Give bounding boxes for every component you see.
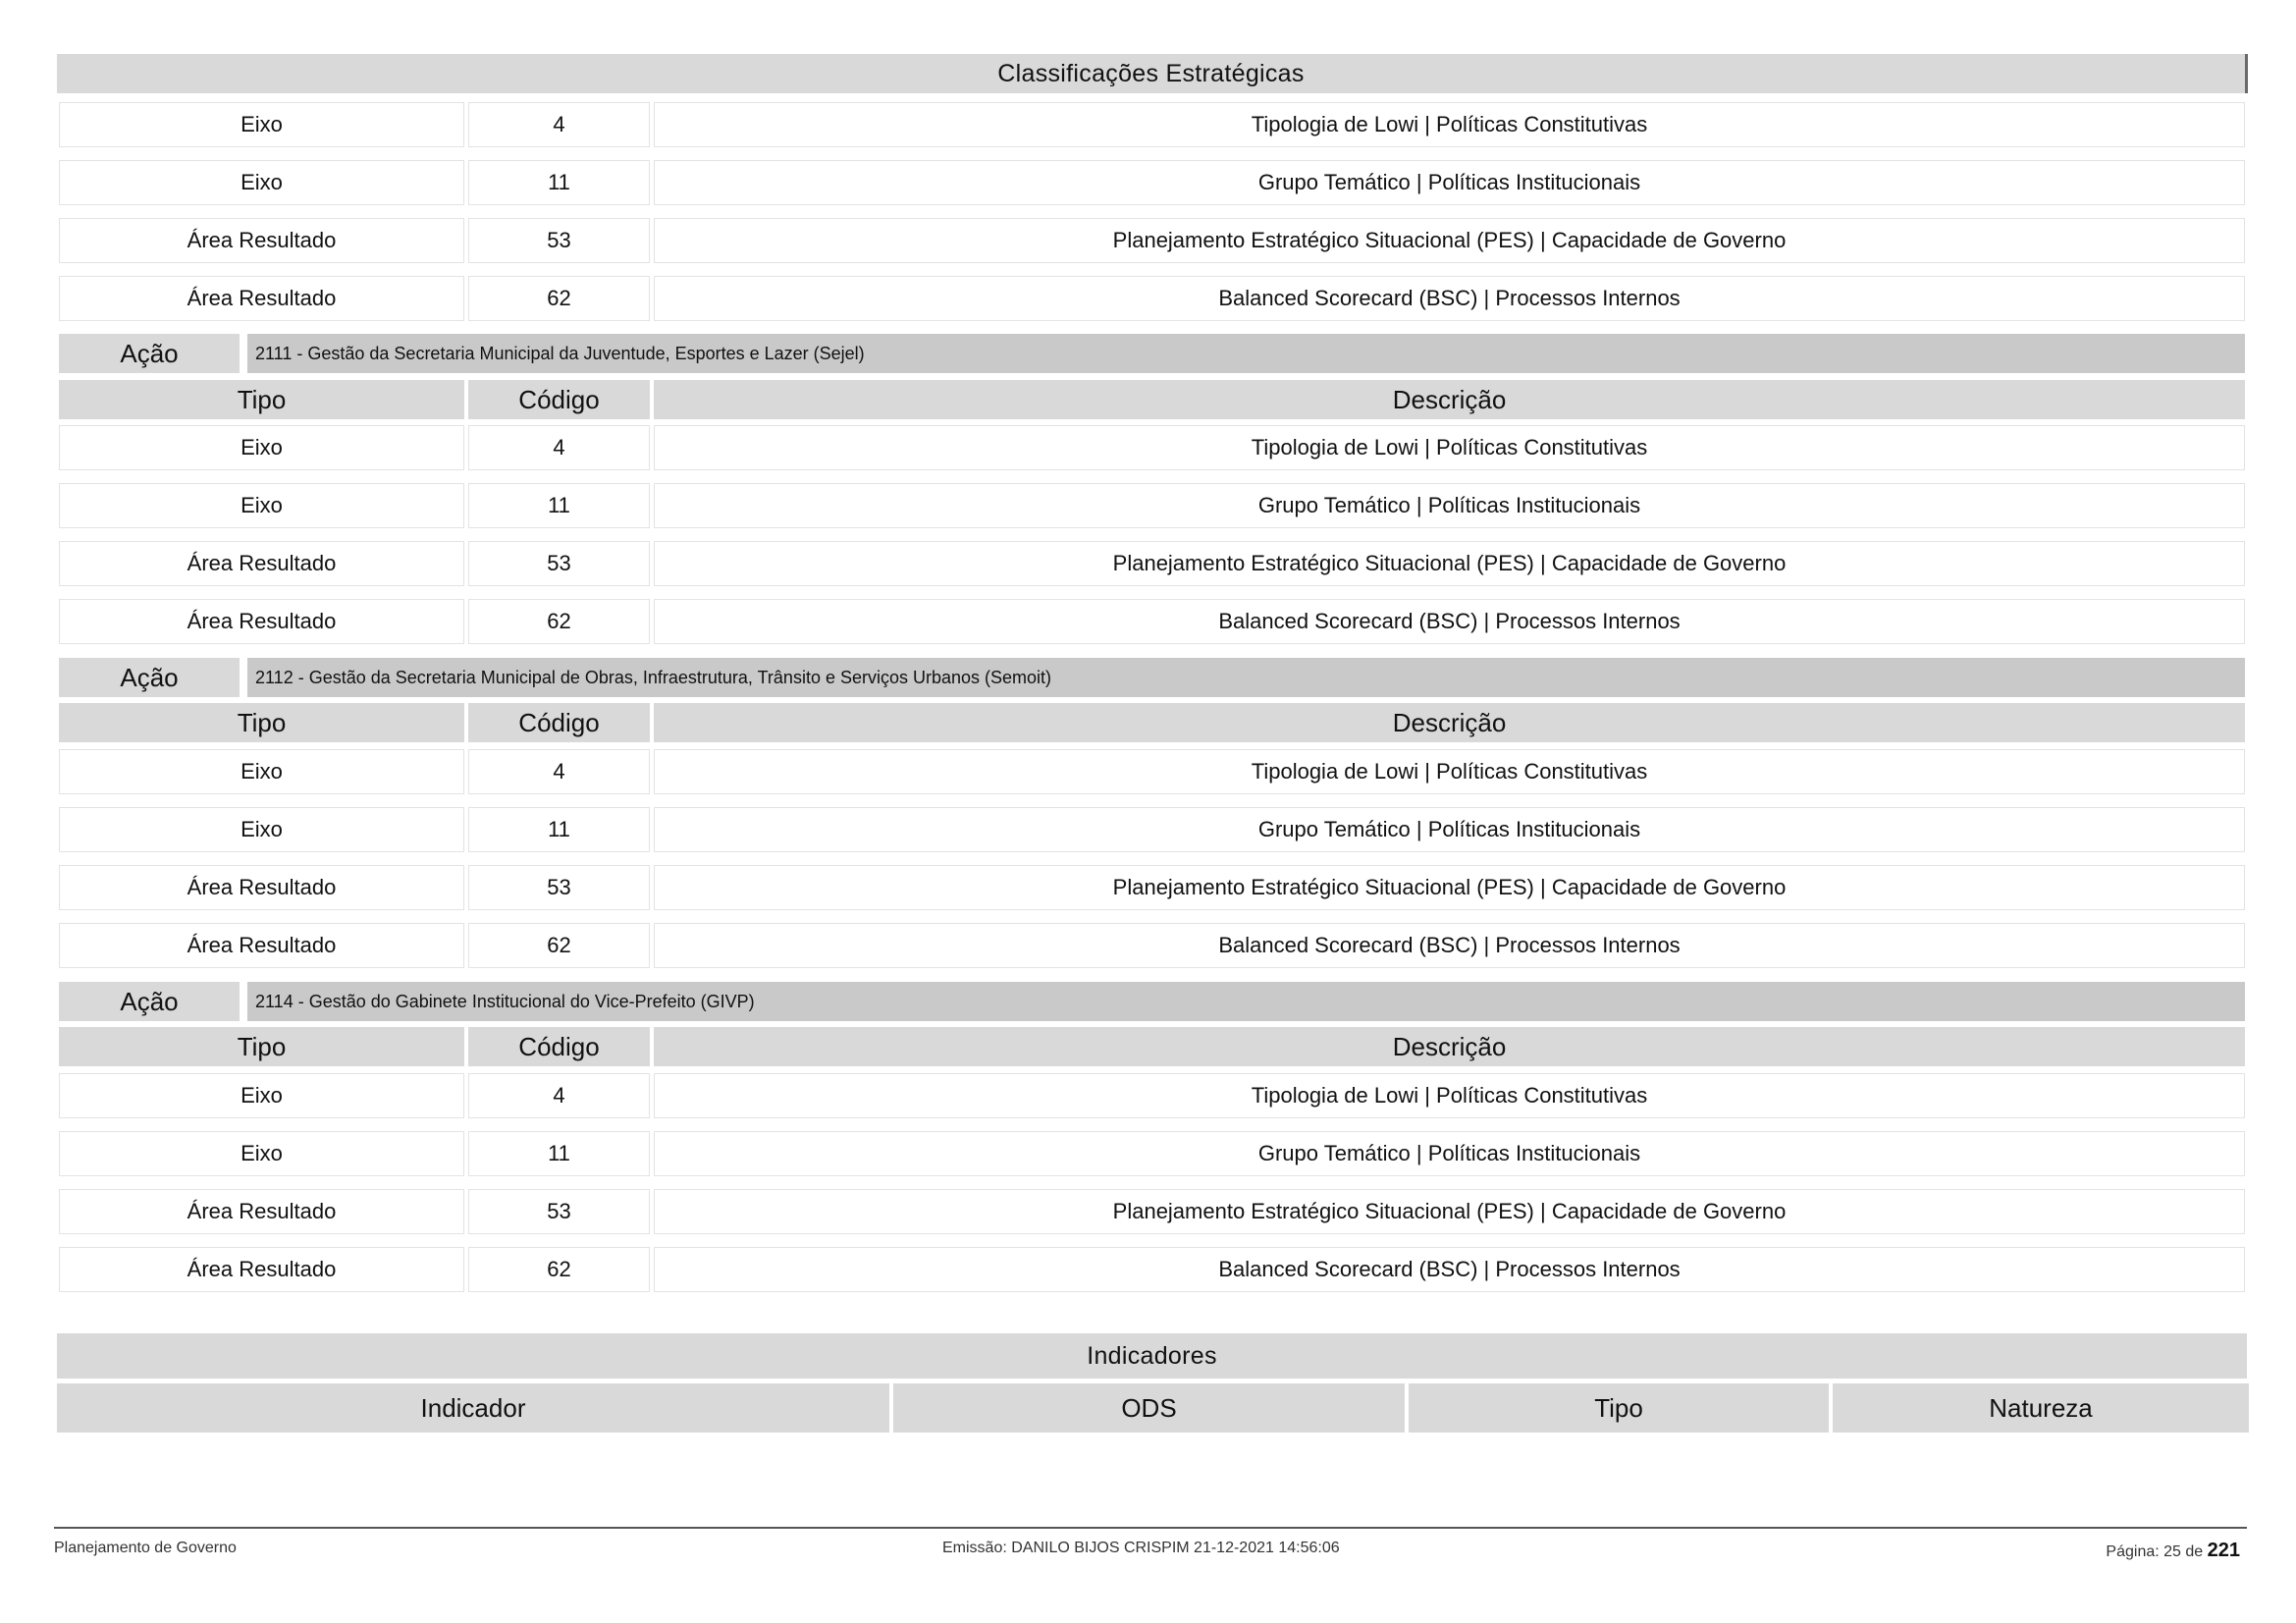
header-descricao: Descrição [654, 380, 2245, 419]
cell-descricao: Tipologia de Lowi | Políticas Constitutivas [654, 1073, 2245, 1118]
page-total: 221 [2207, 1540, 2240, 1561]
header-ods: ODS [893, 1383, 1405, 1433]
cell-codigo: 53 [468, 865, 650, 910]
table-row [59, 599, 2245, 644]
cell-descricao: Balanced Scorecard (BSC) | Processos Internos [654, 1247, 2245, 1292]
acao-header [59, 334, 2245, 373]
cell-codigo: 62 [468, 599, 650, 644]
header-descricao: Descrição [654, 1027, 2245, 1066]
page-prefix: Página: 25 de [2106, 1543, 2204, 1560]
header-codigo: Código [468, 703, 650, 742]
cell-codigo: 4 [468, 102, 650, 147]
table-header [59, 380, 2245, 419]
cell-tipo: Área Resultado [59, 599, 464, 644]
table-row [59, 425, 2245, 470]
table-row [59, 749, 2245, 794]
header-tipo: Tipo [59, 703, 464, 742]
cell-codigo: 53 [468, 218, 650, 263]
cell-codigo: 4 [468, 1073, 650, 1118]
table-row [59, 276, 2245, 321]
cell-tipo: Área Resultado [59, 218, 464, 263]
footer-page-number [2106, 1540, 2240, 1562]
cell-descricao: Planejamento Estratégico Situacional (PES) | Capacidade de Governo [654, 541, 2245, 586]
acao-label: Ação [59, 334, 240, 373]
cell-tipo: Eixo [59, 1073, 464, 1118]
cell-codigo: 53 [468, 541, 650, 586]
cell-tipo: Eixo [59, 160, 464, 205]
table-row [59, 218, 2245, 263]
cell-descricao: Planejamento Estratégico Situacional (PES) | Capacidade de Governo [654, 218, 2245, 263]
cell-tipo: Área Resultado [59, 276, 464, 321]
cell-codigo: 62 [468, 276, 650, 321]
table-row [59, 1131, 2245, 1176]
cell-tipo: Eixo [59, 425, 464, 470]
acao-text: 2114 - Gestão do Gabinete Institucional do Vice-Prefeito (GIVP) [247, 982, 2245, 1021]
cell-descricao: Grupo Temático | Políticas Institucionais [654, 483, 2245, 528]
cell-codigo: 11 [468, 160, 650, 205]
cell-descricao: Grupo Temático | Políticas Institucionais [654, 807, 2245, 852]
table-header [59, 1027, 2245, 1066]
cell-tipo: Eixo [59, 1131, 464, 1176]
table-row [59, 807, 2245, 852]
cell-tipo: Área Resultado [59, 1189, 464, 1234]
acao-header [59, 658, 2245, 697]
cell-codigo: 53 [468, 1189, 650, 1234]
cell-descricao: Tipologia de Lowi | Políticas Constitutivas [654, 102, 2245, 147]
table-row [59, 102, 2245, 147]
cell-tipo: Área Resultado [59, 865, 464, 910]
footer-left: Planejamento de Governo [54, 1540, 237, 1556]
header-tipo: Tipo [59, 1027, 464, 1066]
cell-codigo: 11 [468, 807, 650, 852]
header-tipo: Tipo [59, 380, 464, 419]
table-row [59, 1073, 2245, 1118]
cell-tipo: Área Resultado [59, 1247, 464, 1292]
cell-codigo: 4 [468, 425, 650, 470]
cell-codigo: 11 [468, 483, 650, 528]
cell-descricao: Balanced Scorecard (BSC) | Processos Internos [654, 923, 2245, 968]
cell-tipo: Eixo [59, 807, 464, 852]
header-natureza: Natureza [1833, 1383, 2249, 1433]
header-tipo: Tipo [1409, 1383, 1829, 1433]
cell-descricao: Tipologia de Lowi | Políticas Constitutivas [654, 425, 2245, 470]
table-row [59, 541, 2245, 586]
footer-emissao: Emissão: DANILO BIJOS CRISPIM 21-12-2021 14:56:06 [942, 1540, 1340, 1556]
cell-codigo: 11 [468, 1131, 650, 1176]
cell-descricao: Balanced Scorecard (BSC) | Processos Internos [654, 276, 2245, 321]
classificacoes-title: Classificações Estratégicas [57, 54, 2248, 93]
cell-descricao: Planejamento Estratégico Situacional (PES) | Capacidade de Governo [654, 865, 2245, 910]
footer-divider [54, 1527, 2247, 1529]
cell-descricao: Balanced Scorecard (BSC) | Processos Internos [654, 599, 2245, 644]
indicadores-title: Indicadores [57, 1333, 2247, 1379]
table-row [59, 1189, 2245, 1234]
cell-codigo: 62 [468, 1247, 650, 1292]
acao-label: Ação [59, 982, 240, 1021]
header-descricao: Descrição [654, 703, 2245, 742]
acao-header [59, 982, 2245, 1021]
header-indicador: Indicador [57, 1383, 889, 1433]
table-row [59, 483, 2245, 528]
cell-tipo: Área Resultado [59, 541, 464, 586]
acao-text: 2111 - Gestão da Secretaria Municipal da Juventude, Esportes e Lazer (Sejel) [247, 334, 2245, 373]
cell-descricao: Grupo Temático | Políticas Institucionais [654, 160, 2245, 205]
acao-label: Ação [59, 658, 240, 697]
cell-descricao: Grupo Temático | Políticas Institucionais [654, 1131, 2245, 1176]
cell-codigo: 4 [468, 749, 650, 794]
cell-descricao: Planejamento Estratégico Situacional (PES) | Capacidade de Governo [654, 1189, 2245, 1234]
table-row [59, 865, 2245, 910]
cell-tipo: Eixo [59, 749, 464, 794]
table-row [59, 1247, 2245, 1292]
cell-tipo: Eixo [59, 483, 464, 528]
cell-tipo: Área Resultado [59, 923, 464, 968]
header-codigo: Código [468, 1027, 650, 1066]
cell-descricao: Tipologia de Lowi | Políticas Constitutivas [654, 749, 2245, 794]
table-row [59, 160, 2245, 205]
header-codigo: Código [468, 380, 650, 419]
cell-codigo: 62 [468, 923, 650, 968]
indicadores-header [57, 1383, 2249, 1433]
table-row [59, 923, 2245, 968]
table-header [59, 703, 2245, 742]
cell-tipo: Eixo [59, 102, 464, 147]
acao-text: 2112 - Gestão da Secretaria Municipal de Obras, Infraestrutura, Trânsito e Serviços Urbanos (Semoit) [247, 658, 2245, 697]
